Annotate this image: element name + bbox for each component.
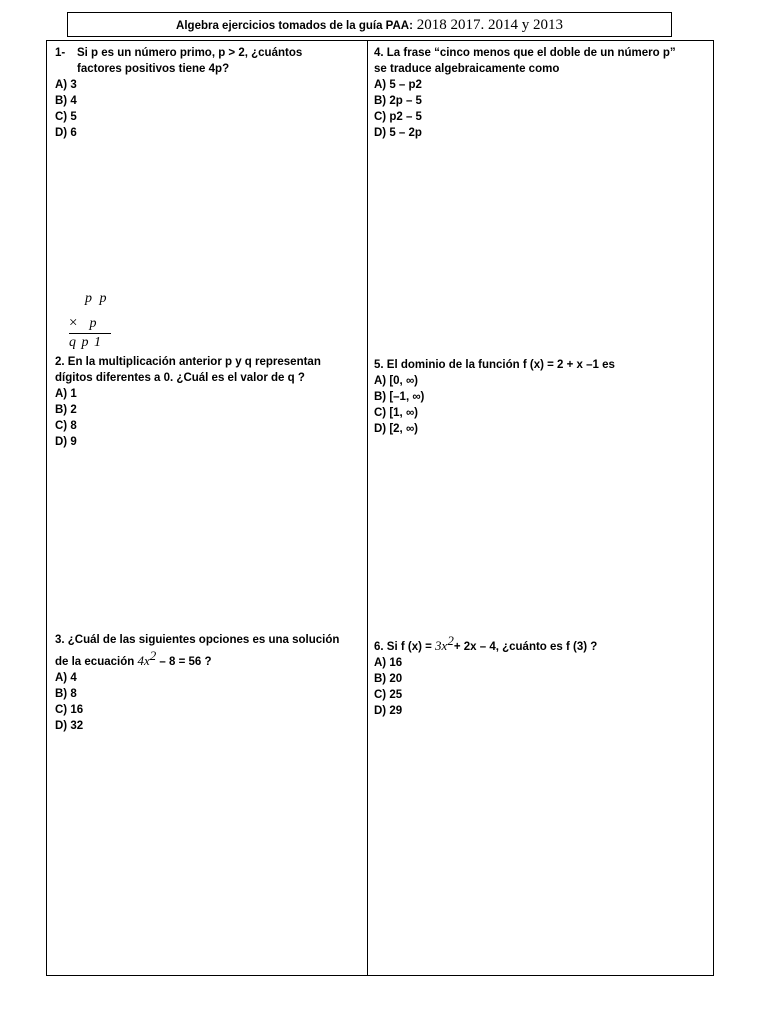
question-1-option-d: D) 6 [55,127,77,139]
question-1-line-2: factores positivos tiene 4p? [77,63,230,75]
function-exponent: 2 [447,633,454,648]
multiplication-bar [69,333,111,334]
questions-table [46,40,714,976]
column-divider [367,41,368,975]
question-2-option-b: B) 2 [55,404,77,416]
page-title [67,12,672,37]
question-5 [374,357,615,437]
multiplication-row-2: × p [69,315,97,331]
question-6-option-c: C) 25 [374,688,403,701]
question-5-option-c: C) [1, ∞) [374,407,418,419]
question-1-number: 1- [55,47,66,59]
multiplication-row-1: p p [85,291,109,306]
question-4 [374,45,676,141]
question-5-option-a: A) [0, ∞) [374,375,418,387]
question-4-option-b: B) 2p – 5 [374,95,422,107]
multiplication-result: q p 1 [69,335,102,350]
question-5-line-1: 5. El dominio de la función f (x) = 2 + x –1 es [374,359,615,371]
title-prefix: Algebra ejercicios tomados de la guía PAA: [176,20,413,32]
question-4-line-1: 4. La frase “cinco menos que el doble de un número p” [374,47,676,59]
question-3-line-2: de la ecuación $4x^2 - 8 = 56$ ? [55,648,212,668]
question-2 [55,354,321,450]
question-6-option-a: A) 16 [374,656,403,669]
question-3-line-1: 3. ¿Cuál de las siguientes opciones es una solución [55,634,340,646]
equation-term: 4x [137,652,150,668]
question-3-option-b: B) 8 [55,687,77,700]
question-4-option-a: A) 5 – p2 [374,79,422,91]
question-3-option-c: C) 16 [55,703,84,716]
equation-exponent: 2 [149,648,157,663]
question-4-option-d: D) 5 – 2p [374,127,422,139]
question-1-option-a: A) 3 [55,79,77,91]
question-6-option-b: B) 20 [374,672,403,685]
question-1-line-1: 1- Si p es un número primo, p > 2, ¿cuántos [55,47,303,59]
question-3 [55,632,339,734]
title-years: 2018 2017. 2014 y 2013 [412,17,563,33]
question-5-option-b: B) [–1, ∞) [374,391,425,403]
question-3-option-a: A) 4 [55,671,77,684]
question-5-option-d: D) [2, ∞) [374,423,418,435]
question-2-line-1: 2. En la multiplicación anterior p y q representan [55,356,321,368]
function-term: 3x [435,637,448,653]
question-1-option-b: B) 4 [55,95,77,107]
question-4-option-c: C) p2 – 5 [374,111,422,123]
times-symbol: × [69,315,78,331]
question-2-line-2: dígitos diferentes a 0. ¿Cuál es el valor de q ? [55,372,305,384]
question-2-option-a: A) 1 [55,388,77,400]
question-2-option-d: D) 9 [55,436,77,448]
question-2-option-c: C) 8 [55,420,77,432]
question-6 [374,633,597,719]
question-1-option-c: C) 5 [55,111,77,123]
question-1 [55,45,302,141]
question-4-line-2: se traduce algebraicamente como [374,63,560,75]
multiplication-figure [69,291,129,349]
question-3-option-d: D) 32 [55,719,84,732]
question-6-line-1: 6. Si f $(x) = 3x^2+ 2x - 4$, ¿cuánto es f (3) ? [374,633,598,653]
question-6-option-d: D) 29 [374,704,403,717]
